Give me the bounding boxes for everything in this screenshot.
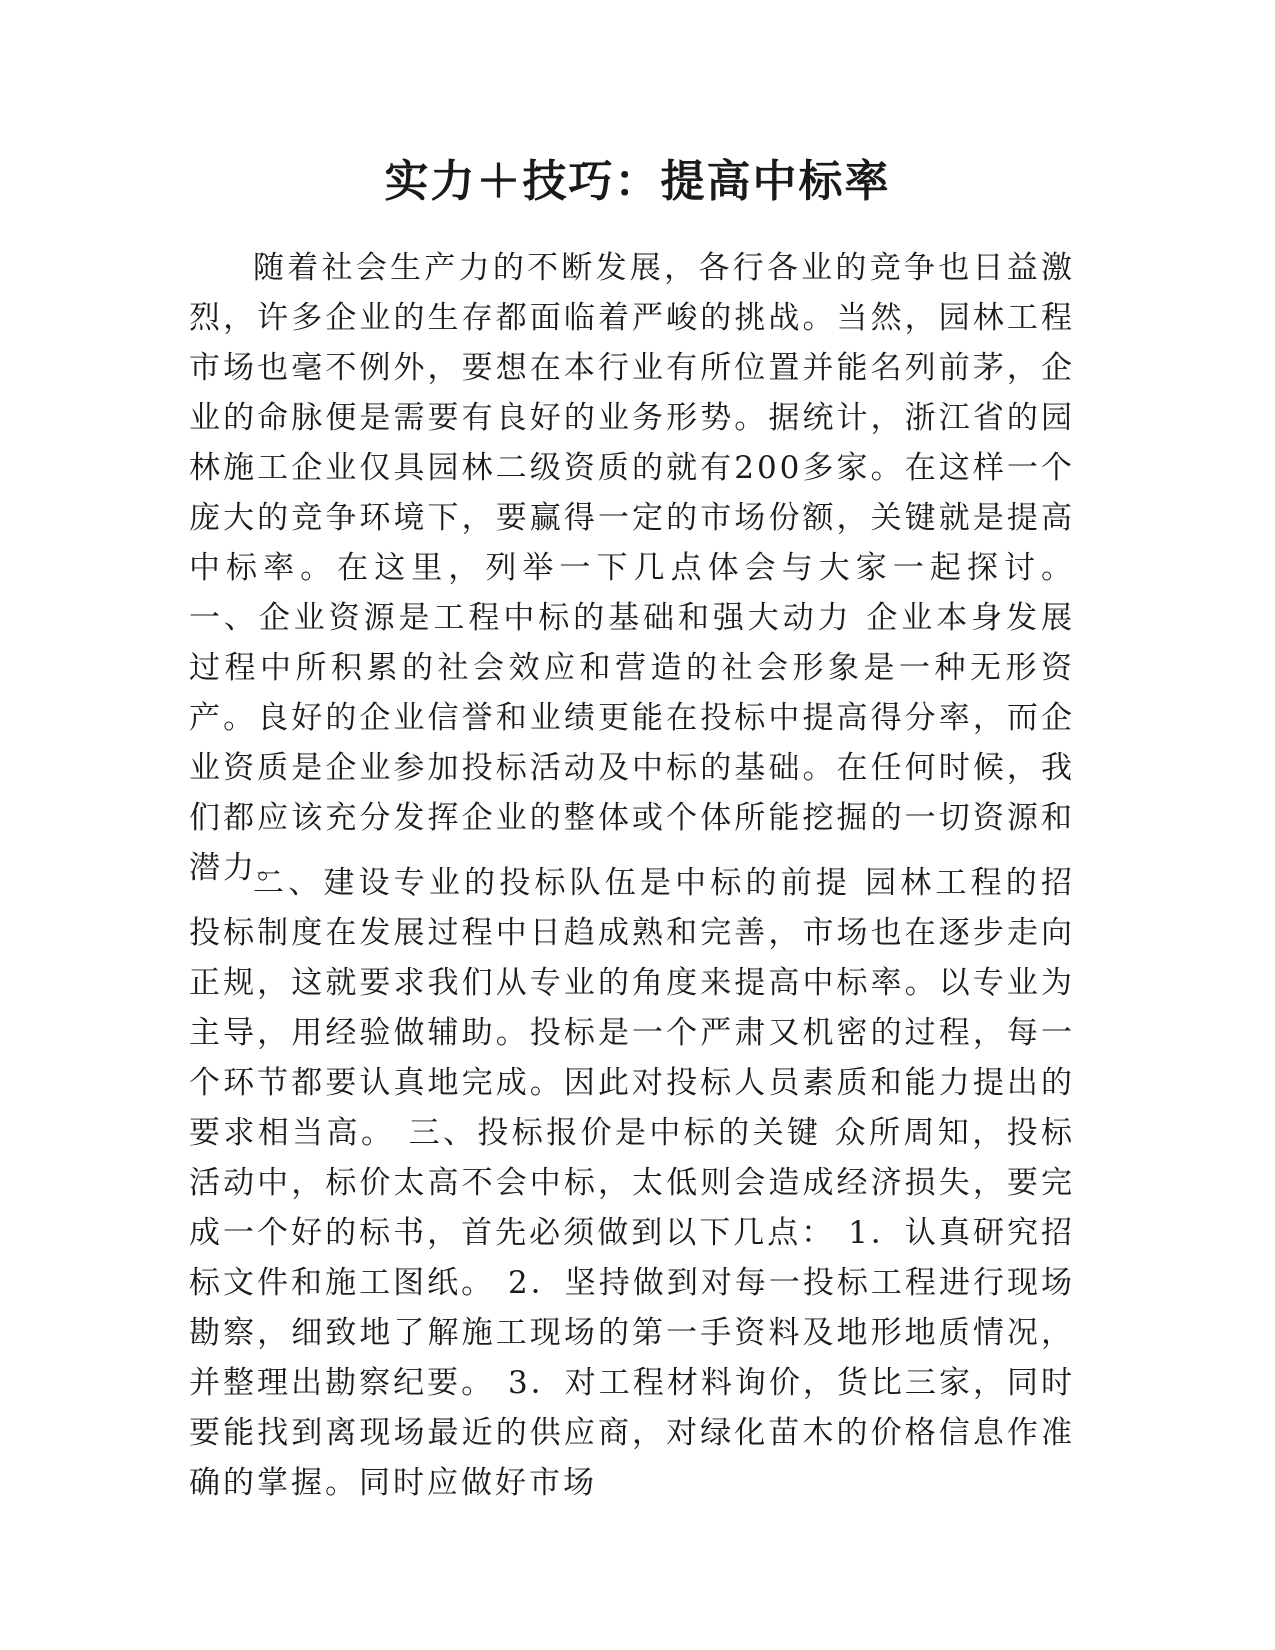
body-paragraph-1: 随着社会生产力的不断发展，各行各业的竞争也日益激烈，许多企业的生存都面临着严峻的挑战。当然，园林工程市场也毫不例外，要想在本行业有所位置并能名列前茅，企业的命脉便是需要有良好的业务形势。据统计，浙江省的园林施工企业仅具园林二级资质的就有200多家。在这样一个庞大的竞争环境下，要赢得一定的市场份额，关键就是提高中标率。在这里，列举一下几点体会与大家一起探讨。 一、企业资源是工程中标的基础和强大动力 企业本身发展过程中所积累的社会效应和营造的社会形象是一种无形资产。良好的企业信誉和业绩更能在投标中提高得分率，而企业资质是企业参加投标活动及中标的基础。在任何时候，我们都应该充分发挥企业的整体或个体所能挖掘的一切资源和潜力。 xyxy=(189,250,1075,886)
body-paragraph-2: 二、建设专业的投标队伍是中标的前提 园林工程的招投标制度在发展过程中日趋成熟和完善，市场也在逐步走向正规，这就要求我们从专业的角度来提高中标率。以专业为主导，用经验做辅助。投标是一个严肃又机密的过程，每一个环节都要认真地完成。因此对投标人员素质和能力提出的要求相当高。 三、投标报价是中标的关键 众所周知，投标活动中，标价太高不会中标，太低则会造成经济损失，要完成一个好的标书，首先必须做到以下几点： 1．认真研究招标文件和施工图纸。 2．坚持做到对每一投标工程进行现场勘察，细致地了解施工现场的第一手资料及地形地质情况，并整理出勘察纪要。 3．对工程材料询价，货比三家，同时要能找到离现场最近的供应商，对绿化苗木的价格信息作准确的掌握。同时应做好市场 xyxy=(189,865,1075,1501)
document-title: 实力＋技巧：提高中标率 xyxy=(384,156,891,207)
